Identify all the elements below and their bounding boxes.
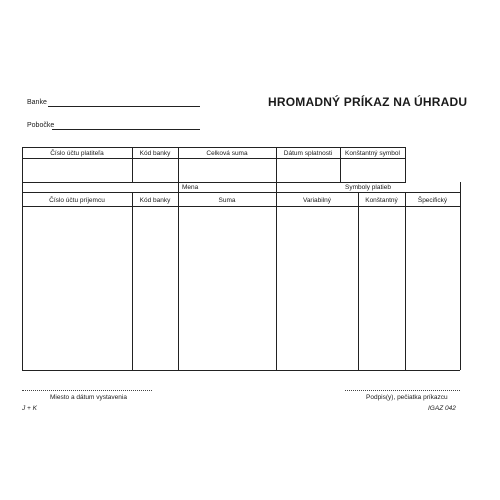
amount-header: Suma [218,197,236,204]
due-date-field[interactable] [277,159,340,182]
top-data-bottom [22,182,405,183]
branch-field[interactable] [52,129,200,130]
bank-label: Banke [27,99,47,106]
table-bottom-border [22,370,460,371]
recipient-bank-code-column[interactable] [133,207,178,370]
total-sum-field[interactable] [179,159,276,182]
payment-symbols-label: Symboly platieb [345,184,391,191]
signature-label: Podpis(y), pečiatka príkazcu [366,394,448,401]
place-date-label: Miesto a dátum vystavenia [50,394,127,401]
constant-symbol-col-header: Konštantný [365,197,398,204]
due-date-header: Dátum splatnosti [283,150,333,157]
middle-row-bottom [22,192,460,193]
signature-field[interactable] [345,390,460,391]
variable-symbol-header: Variabilný [302,197,332,204]
recipient-account-header: Číslo účtu príjemcu [49,197,105,204]
payer-account-header: Číslo účtu platiteľa [50,150,104,157]
payer-bank-code-header: Kód banky [139,150,171,157]
constant-symbol-field[interactable] [341,159,405,182]
payer-account-field[interactable] [23,159,132,182]
constant-symbol-column[interactable] [359,207,405,370]
bottom-right-border [460,182,461,370]
table-top-border [22,147,405,148]
payer-bank-code-field[interactable] [133,159,178,182]
amount-column[interactable] [179,207,276,370]
place-date-field[interactable] [22,390,152,391]
branch-label: Pobočke [27,122,55,129]
form-code: IGAZ 042 [428,405,456,412]
currency-label: Mena [182,184,199,191]
recipient-account-column[interactable] [23,207,132,370]
variable-symbol-column[interactable] [277,207,358,370]
top-right-border [405,147,406,183]
recipient-bank-code-header: Kód banky [139,197,171,204]
bank-field[interactable] [48,106,200,107]
specific-symbol-column[interactable] [406,207,460,370]
page-title: HROMADNÝ PRÍKAZ NA ÚHRADU [268,95,468,109]
specific-symbol-header: Špecifický [417,197,448,204]
publisher-mark: J + K [22,405,37,412]
total-sum-header: Celková suma [206,150,248,157]
constant-symbol-header: Konštantný symbol [345,150,400,157]
